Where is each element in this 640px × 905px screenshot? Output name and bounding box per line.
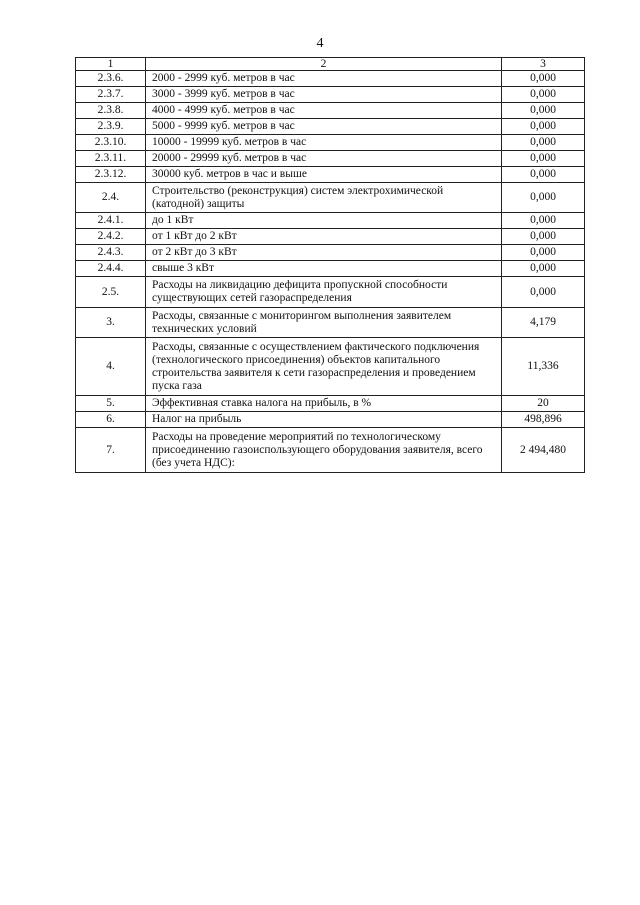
- row-number: 2.3.10.: [76, 135, 146, 151]
- table-row: [76, 261, 585, 277]
- row-value: 0,000: [502, 261, 585, 277]
- row-number: 7.: [76, 428, 146, 473]
- row-description: Налог на прибыль: [146, 412, 502, 428]
- row-description: Расходы, связанные с мониторингом выполнения заявителем технических условий: [146, 308, 502, 338]
- table-row: [76, 338, 585, 396]
- row-number: 2.4.1.: [76, 213, 146, 229]
- row-value: 498,896: [502, 412, 585, 428]
- row-number: 2.3.6.: [76, 71, 146, 87]
- row-description: 30000 куб. метров в час и выше: [146, 167, 502, 183]
- row-description: Расходы, связанные с осуществлением фактического подключения (технологического присоединения) объектов капитального строительства заявителя к сети газораспределения и проведением пуска газа: [146, 338, 502, 396]
- table-row: [76, 151, 585, 167]
- row-number: 2.3.7.: [76, 87, 146, 103]
- row-description: от 1 кВт до 2 кВт: [146, 229, 502, 245]
- table-row: [76, 71, 585, 87]
- row-number: 2.4.4.: [76, 261, 146, 277]
- row-description: Эффективная ставка налога на прибыль, в %: [146, 396, 502, 412]
- row-value: 0,000: [502, 245, 585, 261]
- row-number: 2.5.: [76, 277, 146, 308]
- row-value: 0,000: [502, 87, 585, 103]
- row-value: 0,000: [502, 167, 585, 183]
- row-value: 0,000: [502, 229, 585, 245]
- row-description: 20000 - 29999 куб. метров в час: [146, 151, 502, 167]
- row-number: 5.: [76, 396, 146, 412]
- row-value: 0,000: [502, 103, 585, 119]
- row-number: 2.4.2.: [76, 229, 146, 245]
- row-number: 2.4.: [76, 183, 146, 213]
- row-value: 0,000: [502, 151, 585, 167]
- column-header: 1: [76, 58, 146, 71]
- row-number: 3.: [76, 308, 146, 338]
- row-description: 5000 - 9999 куб. метров в час: [146, 119, 502, 135]
- table-row: [76, 135, 585, 151]
- table-row: [76, 428, 585, 473]
- table-row: [76, 213, 585, 229]
- row-value: 0,000: [502, 277, 585, 308]
- row-value: 0,000: [502, 119, 585, 135]
- row-description: до 1 кВт: [146, 213, 502, 229]
- table-row: [76, 167, 585, 183]
- table-row: [76, 412, 585, 428]
- row-value: 0,000: [502, 183, 585, 213]
- row-value: 0,000: [502, 135, 585, 151]
- table-row: [76, 308, 585, 338]
- row-number: 2.3.12.: [76, 167, 146, 183]
- table-row: [76, 277, 585, 308]
- row-value: 4,179: [502, 308, 585, 338]
- row-description: 10000 - 19999 куб. метров в час: [146, 135, 502, 151]
- table-row: [76, 229, 585, 245]
- row-number: 2.3.11.: [76, 151, 146, 167]
- table-row: [76, 396, 585, 412]
- row-description: Расходы на проведение мероприятий по технологическому присоединению газоиспользующего оборудования заявителя, всего (без учета НДС):: [146, 428, 502, 473]
- row-value: 2 494,480: [502, 428, 585, 473]
- column-header: 2: [146, 58, 502, 71]
- table-row: [76, 245, 585, 261]
- row-value: 0,000: [502, 71, 585, 87]
- row-description: 4000 - 4999 куб. метров в час: [146, 103, 502, 119]
- row-description: Строительство (реконструкция) систем электрохимической (катодной) защиты: [146, 183, 502, 213]
- row-value: 0,000: [502, 213, 585, 229]
- row-value: 20: [502, 396, 585, 412]
- row-number: 2.4.3.: [76, 245, 146, 261]
- table-header-row: [76, 58, 585, 71]
- row-description: 3000 - 3999 куб. метров в час: [146, 87, 502, 103]
- row-number: 2.3.8.: [76, 103, 146, 119]
- table-row: [76, 103, 585, 119]
- row-description: свыше 3 кВт: [146, 261, 502, 277]
- page-number: 4: [316, 36, 324, 51]
- row-value: 11,336: [502, 338, 585, 396]
- column-header: 3: [502, 58, 585, 71]
- table-row: [76, 119, 585, 135]
- row-description: от 2 кВт до 3 кВт: [146, 245, 502, 261]
- table-row: [76, 183, 585, 213]
- row-number: 4.: [76, 338, 146, 396]
- row-description: 2000 - 2999 куб. метров в час: [146, 71, 502, 87]
- row-description: Расходы на ликвидацию дефицита пропускной способности существующих сетей газораспределения: [146, 277, 502, 308]
- row-number: 6.: [76, 412, 146, 428]
- row-number: 2.3.9.: [76, 119, 146, 135]
- cost-table: [75, 57, 585, 473]
- table-row: [76, 87, 585, 103]
